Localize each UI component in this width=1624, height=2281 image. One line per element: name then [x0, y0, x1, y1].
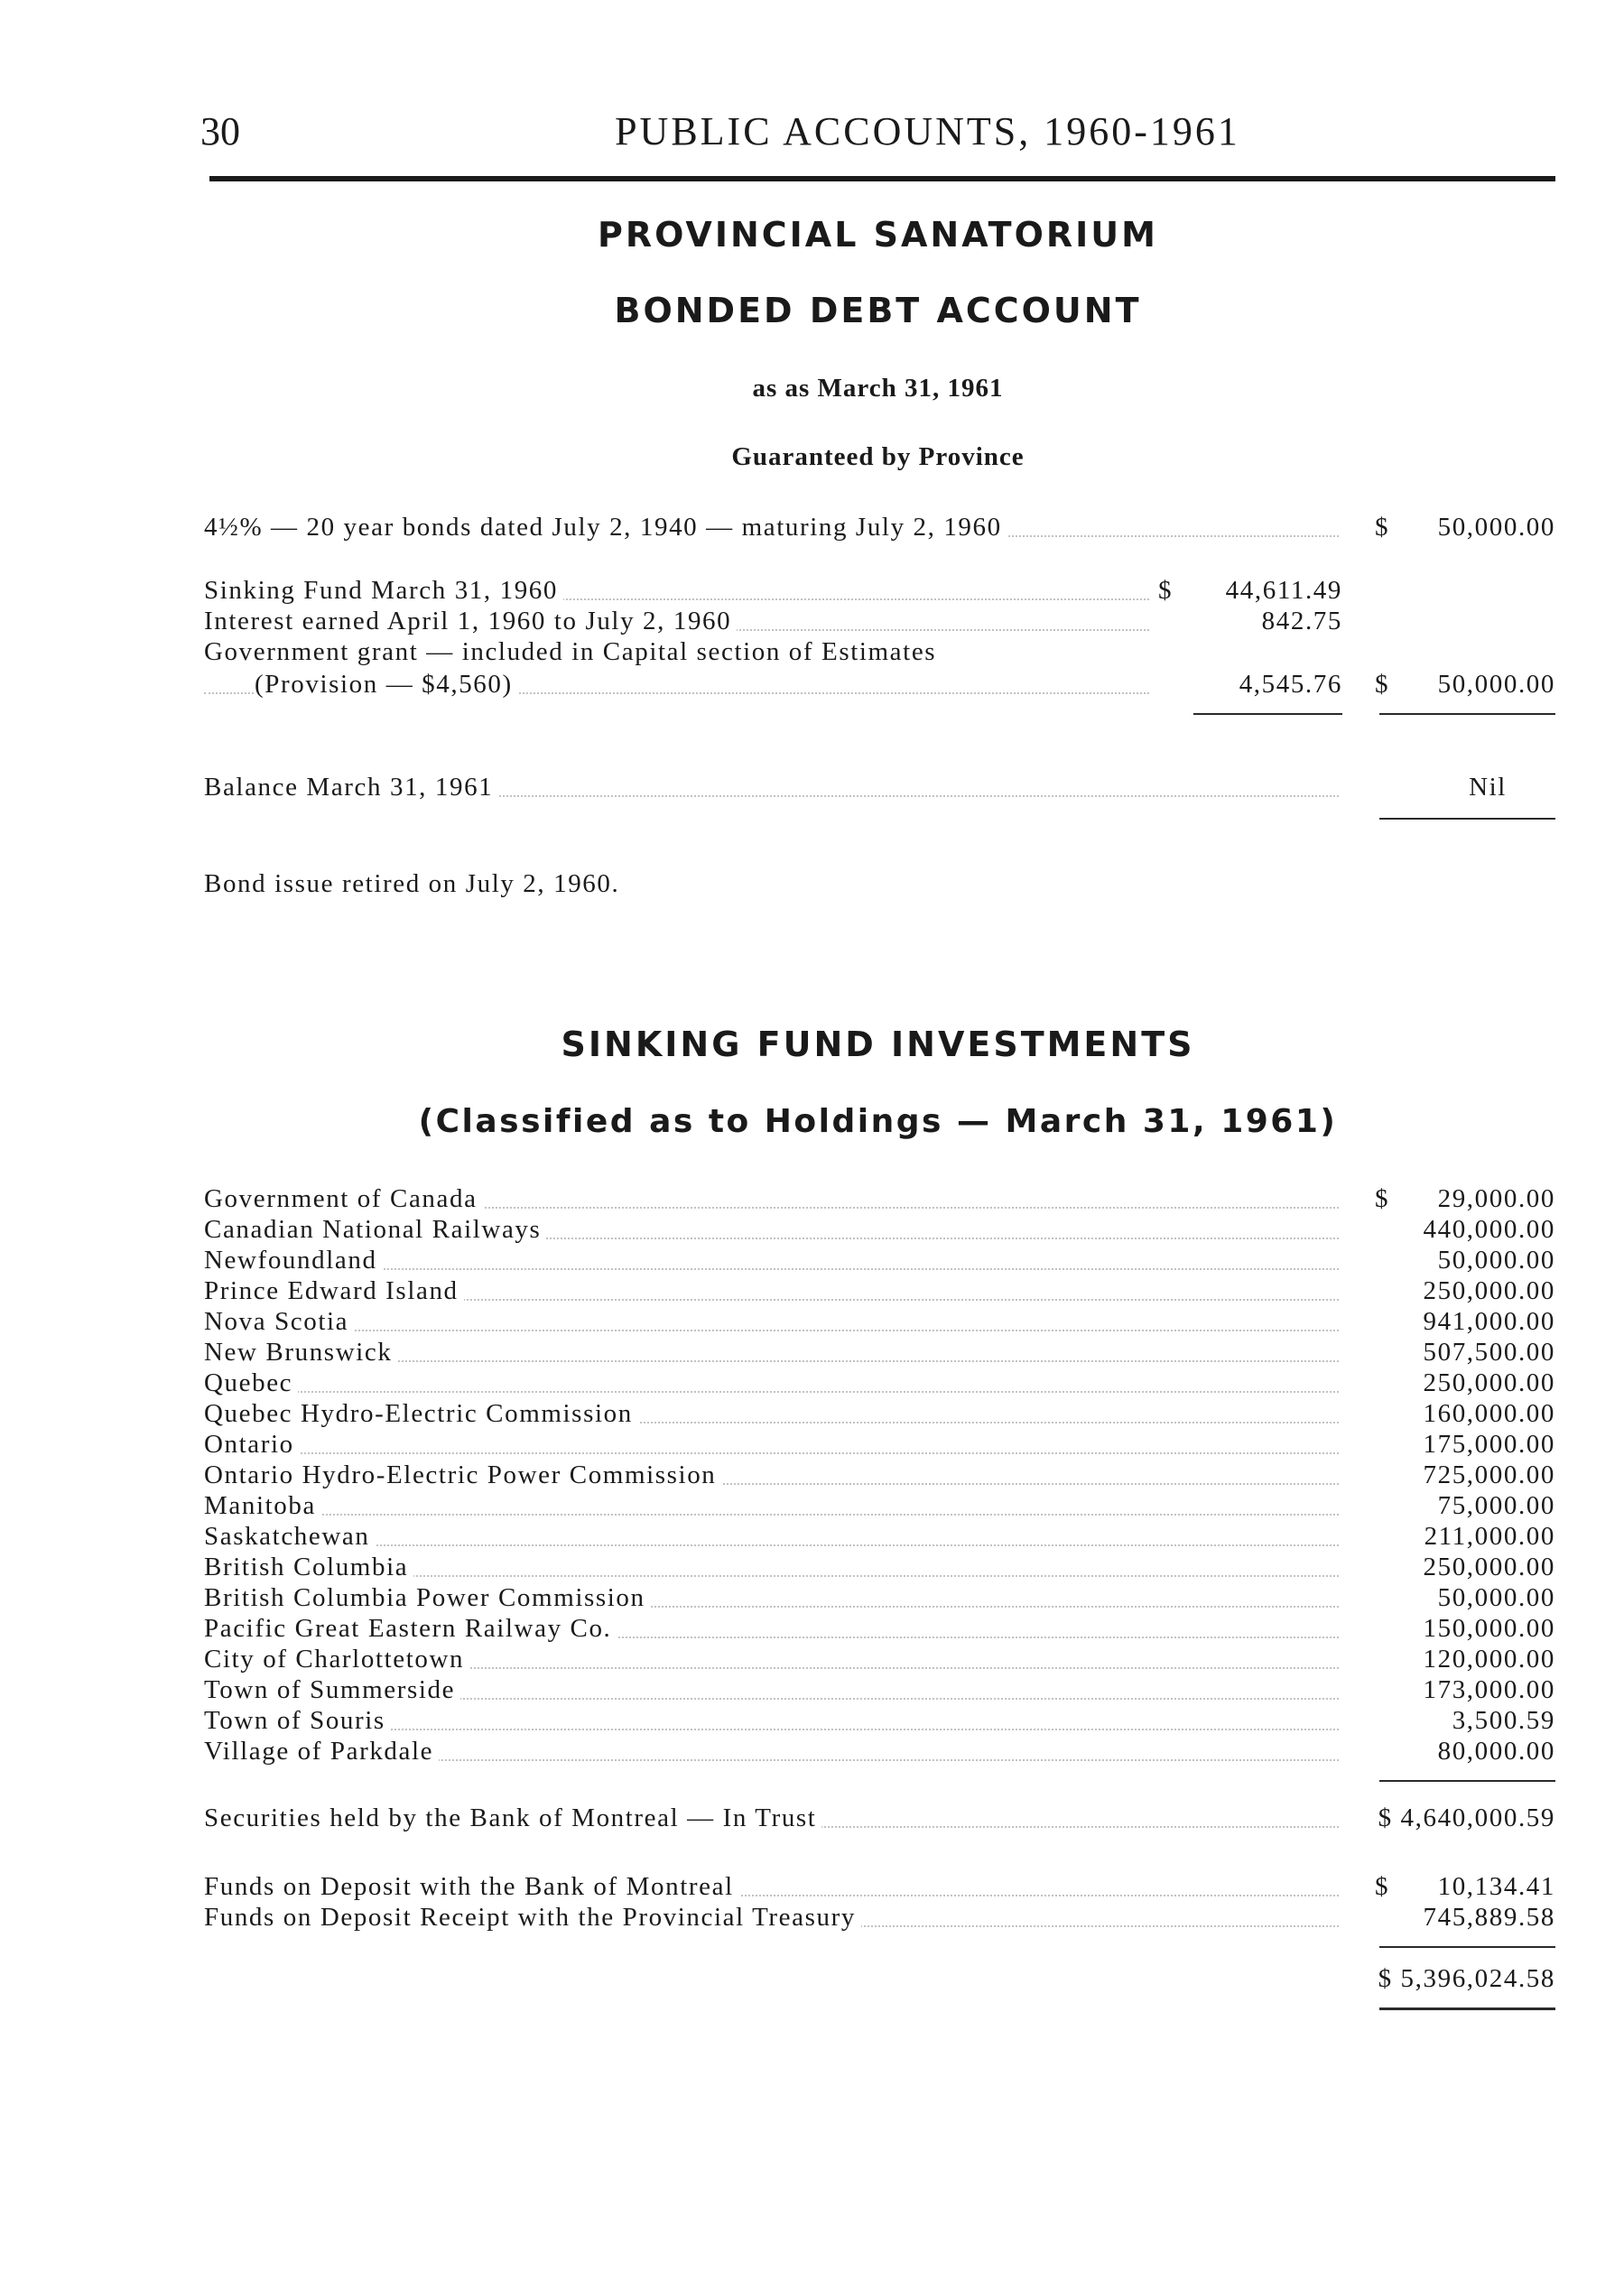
balance-line	[204, 771, 1555, 803]
bond-retired-note: Bond issue retired on July 2, 1960.	[204, 869, 620, 898]
holding-label: Manitoba	[204, 1489, 321, 1522]
holding-amount: 160,000.00	[1423, 1399, 1555, 1428]
deposit-amount: 10,134.41	[1437, 1872, 1555, 1901]
item-dollar: $	[1375, 670, 1390, 699]
item-mid-amount: 44,611.49	[1225, 576, 1342, 605]
grand-total-rule	[1379, 2007, 1555, 2010]
dot-leader	[204, 1452, 1339, 1454]
page-header	[200, 108, 1555, 172]
holding-row	[204, 1182, 1555, 1215]
holding-label: British Columbia Power Commission	[204, 1581, 651, 1614]
item-label: Interest earned April 1, 1960 to July 2, 1960	[204, 605, 737, 637]
holding-row	[204, 1305, 1555, 1338]
holding-amount: 80,000.00	[1437, 1737, 1555, 1766]
holding-label: Nova Scotia	[204, 1305, 354, 1338]
holding-label: Town of Summerside	[204, 1674, 460, 1706]
deposit-dollar: $	[1375, 1872, 1390, 1901]
dot-leader	[204, 1514, 1339, 1516]
holding-row	[204, 1336, 1555, 1368]
holding-label: New Brunswick	[204, 1336, 397, 1368]
bonded-debt-subtitle: BONDED DEBT ACCOUNT	[614, 291, 1142, 330]
holding-label: City of Charlottetown	[204, 1643, 469, 1675]
holding-amount: 725,000.00	[1423, 1460, 1555, 1489]
holding-row	[204, 1735, 1555, 1767]
sanatorium-item	[204, 668, 1555, 700]
holding-row	[204, 1489, 1555, 1522]
header-rule	[209, 176, 1555, 181]
running-title: PUBLIC ACCOUNTS, 1960-1961	[615, 109, 1240, 153]
holding-amount: 507,500.00	[1423, 1338, 1555, 1367]
balance-amount: Nil	[1469, 773, 1507, 802]
deposits-rule	[1379, 1946, 1555, 1948]
holding-label: Village of Parkdale	[204, 1735, 439, 1767]
holding-amount: 250,000.00	[1423, 1276, 1555, 1305]
holding-row	[204, 1213, 1555, 1246]
balance-rule	[1379, 818, 1555, 820]
holding-row	[204, 1428, 1555, 1460]
holding-amount: 211,000.00	[1424, 1522, 1555, 1551]
holding-row	[204, 1459, 1555, 1491]
securities-amount: $ 4,640,000.59	[1378, 1803, 1555, 1832]
holding-label: Quebec Hydro-Electric Commission	[204, 1397, 638, 1430]
bond-label: 4½% — 20 year bonds dated July 2, 1940 — maturing July 2, 1960	[204, 511, 1007, 543]
sanatorium-date: as as March 31, 1961	[752, 374, 1004, 403]
deposit-amount: 745,889.58	[1423, 1903, 1555, 1932]
holding-row	[204, 1367, 1555, 1399]
holding-amount: 75,000.00	[1437, 1491, 1555, 1520]
holding-amount: 173,000.00	[1423, 1675, 1555, 1704]
holding-row	[204, 1397, 1555, 1430]
dot-leader	[204, 1391, 1339, 1393]
holding-row	[204, 1612, 1555, 1645]
total-rule	[1379, 713, 1555, 715]
sanatorium-item	[204, 605, 1555, 637]
holding-amount: 440,000.00	[1423, 1215, 1555, 1244]
securities-label: Securities held by the Bank of Montreal — In Trust	[204, 1802, 821, 1834]
holding-dollar: $	[1375, 1184, 1390, 1213]
holding-amount: 50,000.00	[1437, 1583, 1555, 1612]
investments-title: SINKING FUND INVESTMENTS	[561, 1025, 1195, 1064]
holding-row	[204, 1674, 1555, 1706]
page-number: 30	[200, 109, 240, 153]
sanatorium-title: PROVINCIAL SANATORIUM	[598, 215, 1158, 255]
dot-leader	[204, 1330, 1339, 1331]
holdings-total-rule	[1379, 1780, 1555, 1782]
item-label: Government grant — included in Capital section of Estimates	[204, 635, 942, 668]
holding-label: Quebec	[204, 1367, 298, 1399]
holding-amount: 175,000.00	[1423, 1430, 1555, 1459]
grand-total-amount: $ 5,396,024.58	[1378, 1964, 1555, 1993]
grand-total-row	[204, 1962, 1555, 1995]
item-amount: 50,000.00	[1437, 670, 1555, 699]
item-label: Sinking Fund March 31, 1960	[204, 574, 563, 607]
holding-amount: 3,500.59	[1452, 1706, 1555, 1735]
holding-row	[204, 1551, 1555, 1583]
balance-label: Balance March 31, 1961	[204, 771, 498, 803]
holding-row	[204, 1520, 1555, 1553]
sanatorium-item	[204, 635, 1555, 668]
holding-label: Ontario	[204, 1428, 300, 1460]
holding-label: Newfoundland	[204, 1244, 383, 1276]
holding-row	[204, 1275, 1555, 1307]
bond-dollar: $	[1375, 513, 1390, 542]
guarantee-line: Guaranteed by Province	[731, 442, 1025, 471]
holding-amount: 250,000.00	[1423, 1368, 1555, 1397]
bond-amount: 50,000.00	[1437, 513, 1555, 542]
holding-row	[204, 1581, 1555, 1614]
holding-amount: 250,000.00	[1423, 1553, 1555, 1581]
item-label: (Provision — $4,560)	[255, 668, 518, 700]
holding-row	[204, 1643, 1555, 1675]
holding-amount: 29,000.00	[1437, 1184, 1555, 1213]
subtotal-rule	[1193, 713, 1342, 715]
holding-amount: 120,000.00	[1423, 1645, 1555, 1674]
deposit-row	[204, 1901, 1555, 1933]
holding-label: Town of Souris	[204, 1704, 391, 1737]
bond-line	[204, 511, 1555, 543]
holding-label: Prince Edward Island	[204, 1275, 464, 1307]
deposit-row	[204, 1870, 1555, 1903]
item-mid-amount: 4,545.76	[1239, 670, 1342, 699]
holding-label: Canadian National Railways	[204, 1213, 546, 1246]
item-mid-amount: 842.75	[1261, 607, 1342, 635]
holding-label: Government of Canada	[204, 1182, 483, 1215]
holding-label: Saskatchewan	[204, 1520, 375, 1553]
holding-label: British Columbia	[204, 1551, 413, 1583]
sanatorium-item	[204, 574, 1555, 607]
holding-row	[204, 1704, 1555, 1737]
deposit-label: Funds on Deposit Receipt with the Provincial Treasury	[204, 1901, 861, 1933]
item-mid-dollar: $	[1158, 576, 1174, 605]
holding-amount: 150,000.00	[1423, 1614, 1555, 1643]
deposit-label: Funds on Deposit with the Bank of Montreal	[204, 1870, 739, 1903]
holding-row	[204, 1244, 1555, 1276]
holding-label: Pacific Great Eastern Railway Co.	[204, 1612, 617, 1645]
holding-amount: 941,000.00	[1423, 1307, 1555, 1336]
holding-amount: 50,000.00	[1437, 1246, 1555, 1275]
holding-label: Ontario Hydro-Electric Power Commission	[204, 1459, 721, 1491]
investments-subtitle: (Classified as to Holdings — March 31, 1961)	[418, 1103, 1338, 1140]
securities-total-row	[204, 1802, 1555, 1834]
